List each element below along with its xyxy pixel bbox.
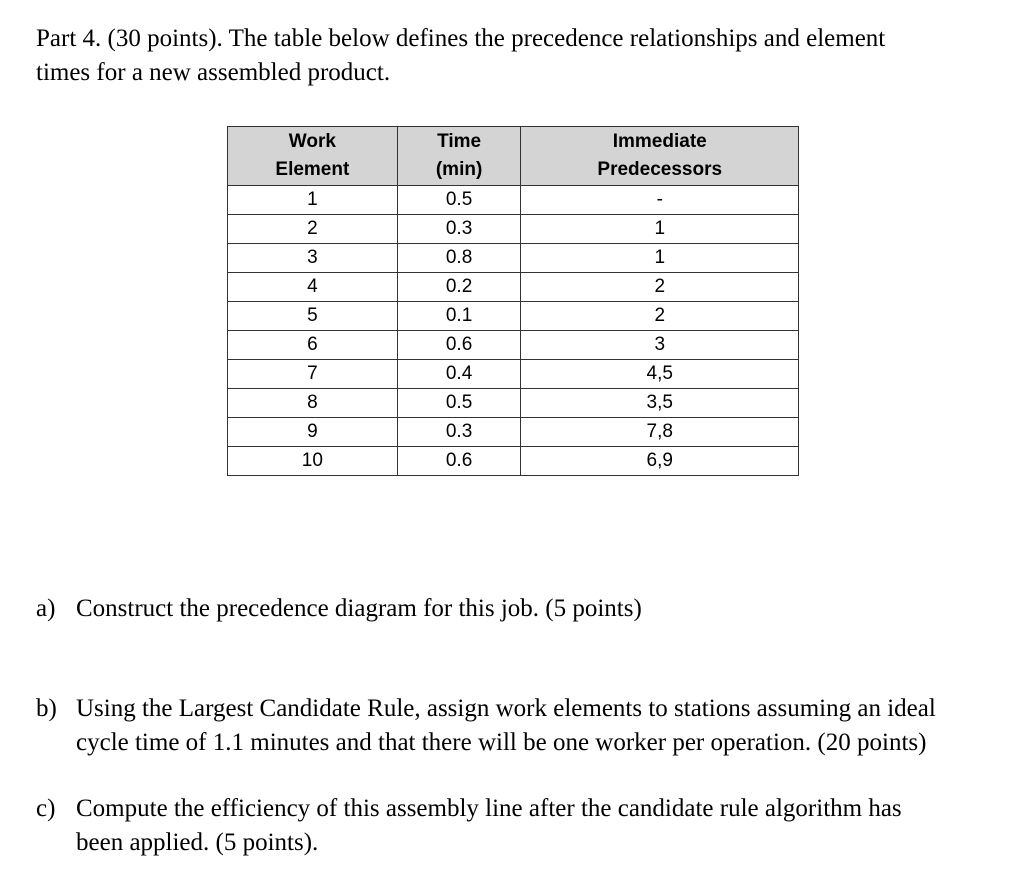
cell-predecessors: 2 bbox=[521, 302, 799, 331]
table-row bbox=[228, 447, 799, 476]
header-immediate-predecessors: Immediate Predecessors bbox=[521, 127, 799, 186]
cell-predecessors: 1 bbox=[521, 215, 799, 244]
intro-line-1: Part 4. (30 points). The table below defines the precedence relationships and element bbox=[36, 25, 886, 52]
table-row bbox=[228, 244, 799, 273]
cell-element: 8 bbox=[228, 389, 398, 418]
cell-time: 0.8 bbox=[397, 244, 521, 273]
cell-predecessors: 3 bbox=[521, 331, 799, 360]
header-work-element: Work Element bbox=[228, 127, 398, 186]
cell-time: 0.5 bbox=[397, 186, 521, 215]
cell-element: 7 bbox=[228, 360, 398, 389]
cell-time: 0.2 bbox=[397, 273, 521, 302]
table-row bbox=[228, 215, 799, 244]
table-row bbox=[228, 302, 799, 331]
cell-time: 0.1 bbox=[397, 302, 521, 331]
cell-time: 0.4 bbox=[397, 360, 521, 389]
table-row bbox=[228, 186, 799, 215]
cell-element: 3 bbox=[228, 244, 398, 273]
question-b bbox=[36, 692, 1006, 760]
question-c-line-1: Compute the efficiency of this assembly line after the candidate rule algorithm has bbox=[76, 795, 902, 822]
precedence-table bbox=[227, 126, 799, 476]
cell-time: 0.5 bbox=[397, 389, 521, 418]
cell-element: 1 bbox=[228, 186, 398, 215]
cell-element: 2 bbox=[228, 215, 398, 244]
table-row bbox=[228, 389, 799, 418]
cell-time: 0.3 bbox=[397, 215, 521, 244]
cell-element: 9 bbox=[228, 418, 398, 447]
question-b-line-2: cycle time of 1.1 minutes and that there will be one worker per operation. (20 points) bbox=[76, 729, 927, 756]
cell-element: 5 bbox=[228, 302, 398, 331]
cell-element: 4 bbox=[228, 273, 398, 302]
question-b-label: b) bbox=[36, 695, 57, 722]
table-row bbox=[228, 418, 799, 447]
question-a bbox=[36, 592, 1006, 626]
cell-time: 0.6 bbox=[397, 447, 521, 476]
cell-time: 0.6 bbox=[397, 331, 521, 360]
intro-line-2: times for a new assembled product. bbox=[36, 59, 391, 86]
cell-predecessors: 1 bbox=[521, 244, 799, 273]
question-b-line-1: Using the Largest Candidate Rule, assign work elements to stations assuming an ideal bbox=[76, 695, 936, 722]
intro-paragraph bbox=[36, 22, 996, 90]
cell-predecessors: 4,5 bbox=[521, 360, 799, 389]
table-row bbox=[228, 360, 799, 389]
header-time: Time (min) bbox=[397, 127, 521, 186]
table-row bbox=[228, 331, 799, 360]
question-c-label: c) bbox=[36, 795, 56, 822]
cell-predecessors: 3,5 bbox=[521, 389, 799, 418]
question-a-line-1: Construct the precedence diagram for this job. (5 points) bbox=[76, 595, 642, 622]
cell-time: 0.3 bbox=[397, 418, 521, 447]
cell-predecessors: - bbox=[521, 186, 799, 215]
cell-predecessors: 6,9 bbox=[521, 447, 799, 476]
cell-predecessors: 7,8 bbox=[521, 418, 799, 447]
question-a-label: a) bbox=[36, 595, 56, 622]
cell-element: 6 bbox=[228, 331, 398, 360]
cell-element: 10 bbox=[228, 447, 398, 476]
cell-predecessors: 2 bbox=[521, 273, 799, 302]
question-c-line-2: been applied. (5 points). bbox=[76, 829, 319, 856]
question-c bbox=[36, 792, 1006, 860]
table-row bbox=[228, 273, 799, 302]
table-header-row bbox=[228, 127, 799, 186]
